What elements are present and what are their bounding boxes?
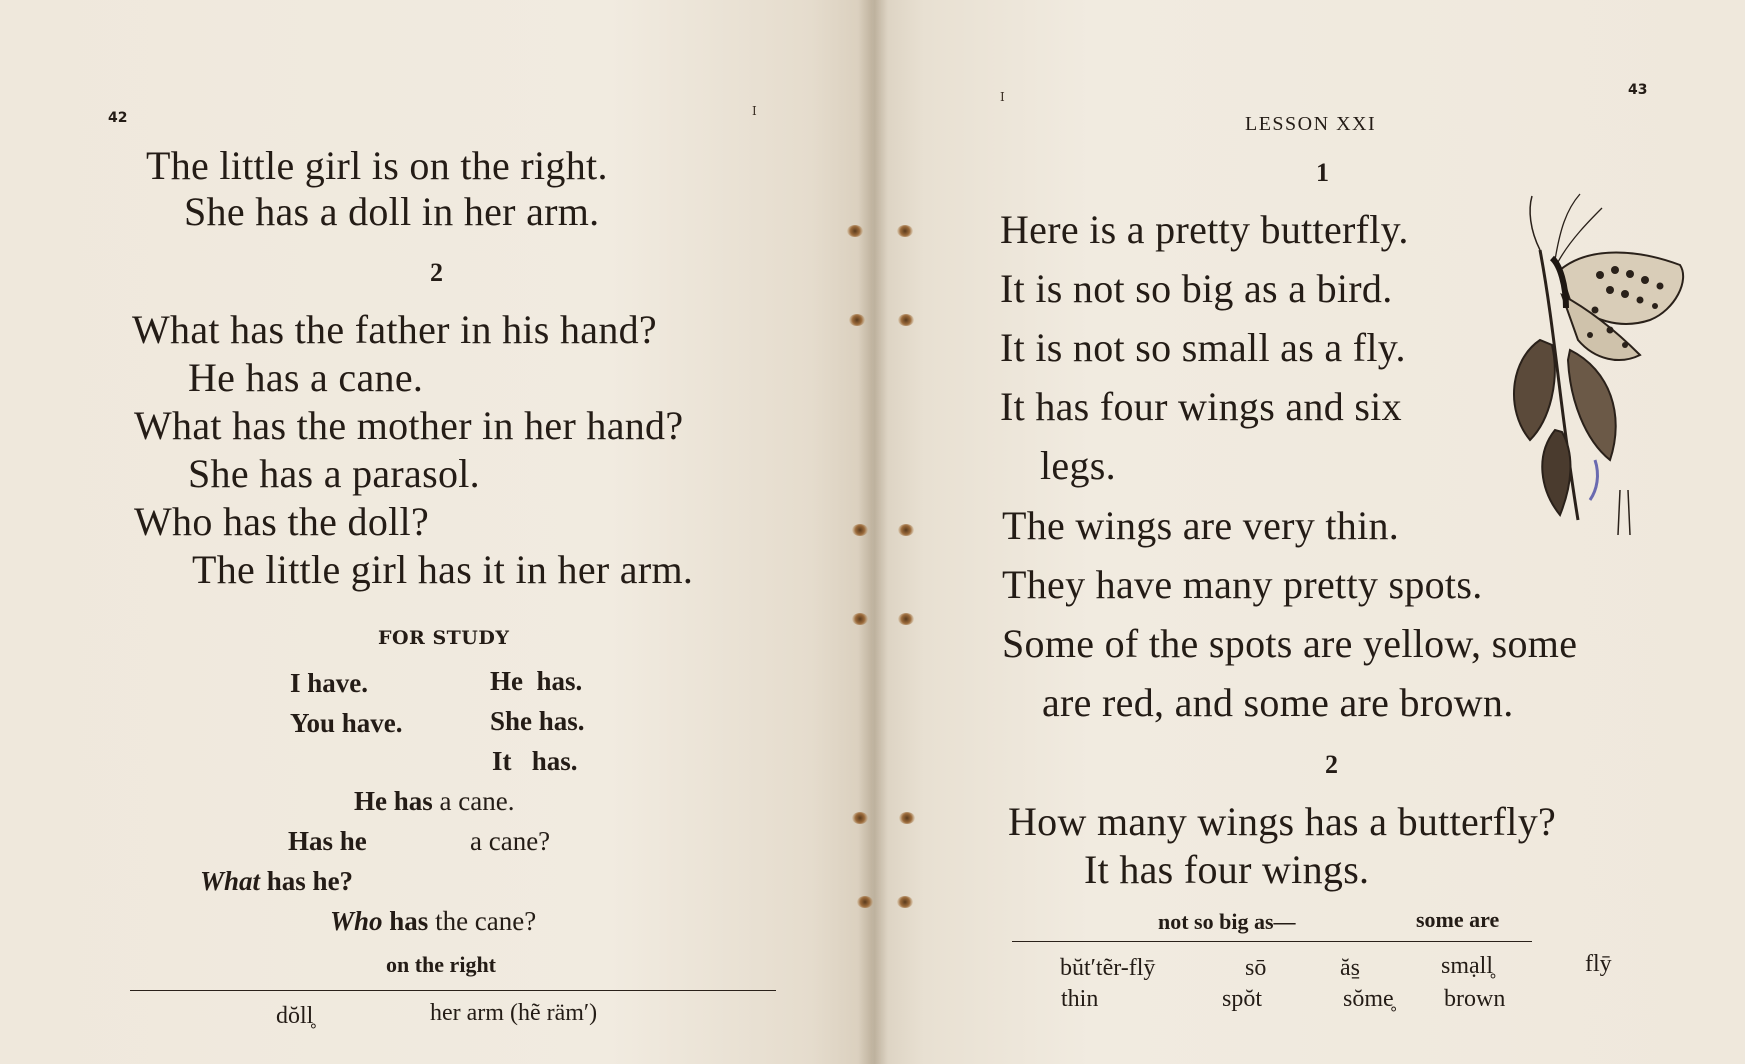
vocab-word: bŭt′tẽr-flȳ bbox=[1060, 955, 1156, 981]
vocab-word: her arm (hẽ räm′) bbox=[430, 1000, 598, 1026]
vocab-word: dŏll̥ bbox=[276, 1003, 314, 1029]
vocab-word: spŏt bbox=[1222, 986, 1263, 1012]
binding-stitch bbox=[847, 225, 863, 237]
reading-line: She has a doll in her arm. bbox=[184, 189, 600, 234]
binding-stitch bbox=[897, 896, 913, 908]
reading-line: How many wings has a butterfly? bbox=[1008, 799, 1557, 844]
study-line: He has. bbox=[490, 666, 583, 696]
vocab-phrase: on the right bbox=[386, 952, 496, 977]
study-line: It has. bbox=[492, 746, 578, 776]
reading-line: He has a cane. bbox=[188, 355, 424, 400]
study-line: What has he? bbox=[200, 866, 354, 896]
binding-stitch bbox=[898, 524, 914, 536]
reading-line: What has the father in his hand? bbox=[132, 307, 657, 352]
reading-line: It has four wings and six bbox=[1000, 384, 1402, 429]
binding-stitch bbox=[852, 613, 868, 625]
left-page bbox=[0, 0, 872, 1064]
vocab-word: brown bbox=[1444, 986, 1506, 1012]
section-number: 2 bbox=[1325, 750, 1338, 779]
reading-line: legs. bbox=[1040, 443, 1116, 488]
lesson-title: LESSON XXI bbox=[1245, 113, 1377, 135]
right-corner-mark: I bbox=[1000, 90, 1005, 104]
binding-stitch bbox=[857, 896, 873, 908]
binding-stitch bbox=[852, 524, 868, 536]
vocab-word: sŏme̥ bbox=[1343, 986, 1394, 1012]
study-line: Who has the cane? bbox=[330, 906, 537, 936]
binding-stitch bbox=[898, 613, 914, 625]
left-page-number: 42 bbox=[108, 110, 128, 126]
reading-line: It is not so big as a bird. bbox=[1000, 266, 1393, 311]
reading-line: The little girl is on the right. bbox=[146, 143, 608, 188]
section-number: 2 bbox=[430, 258, 443, 287]
reading-line: It is not so small as a fly. bbox=[1000, 325, 1406, 370]
vocab-word: smạll̥ bbox=[1441, 953, 1493, 979]
reading-line: It has four wings. bbox=[1084, 847, 1370, 892]
vocab-phrase: not so big as— bbox=[1158, 909, 1296, 934]
reading-line: are red, and some are brown. bbox=[1042, 680, 1514, 725]
vocab-phrase: some are bbox=[1416, 907, 1500, 932]
vocab-word: sō bbox=[1245, 955, 1267, 981]
left-corner-mark: I bbox=[752, 104, 757, 118]
vocab-word: thin bbox=[1061, 986, 1099, 1012]
reading-line: What has the mother in her hand? bbox=[134, 403, 684, 448]
reading-line: Who has the doll? bbox=[134, 499, 430, 544]
right-page-number: 43 bbox=[1628, 82, 1648, 98]
right-page bbox=[872, 0, 1745, 1064]
reading-line: The little girl has it in her arm. bbox=[192, 547, 694, 592]
section-number: 1 bbox=[1316, 158, 1329, 187]
study-line: I have. bbox=[290, 668, 369, 698]
vocab-word: flȳ bbox=[1585, 951, 1612, 977]
reading-line: They have many pretty spots. bbox=[1002, 562, 1483, 607]
binding-stitch bbox=[897, 225, 913, 237]
reading-line: Here is a pretty butterfly. bbox=[1000, 207, 1409, 252]
divider-rule bbox=[130, 990, 776, 991]
butterfly-illustration bbox=[1500, 190, 1710, 535]
vocab-word: ăs̱ bbox=[1340, 955, 1360, 981]
study-line: Has he bbox=[288, 826, 367, 856]
reading-line: Some of the spots are yellow, some bbox=[1002, 621, 1578, 666]
reading-line: She has a parasol. bbox=[188, 451, 480, 496]
binding-stitch bbox=[849, 314, 865, 326]
study-line: She has. bbox=[490, 706, 585, 736]
binding-stitch bbox=[852, 812, 868, 824]
divider-rule bbox=[1012, 941, 1532, 942]
study-line: a cane? bbox=[470, 826, 551, 856]
reading-line: The wings are very thin. bbox=[1002, 503, 1400, 548]
study-line: He has a cane. bbox=[354, 786, 515, 816]
study-heading: FOR STUDY bbox=[378, 627, 510, 649]
study-line: You have. bbox=[290, 708, 403, 738]
binding-stitch bbox=[898, 314, 914, 326]
binding-stitch bbox=[899, 812, 915, 824]
